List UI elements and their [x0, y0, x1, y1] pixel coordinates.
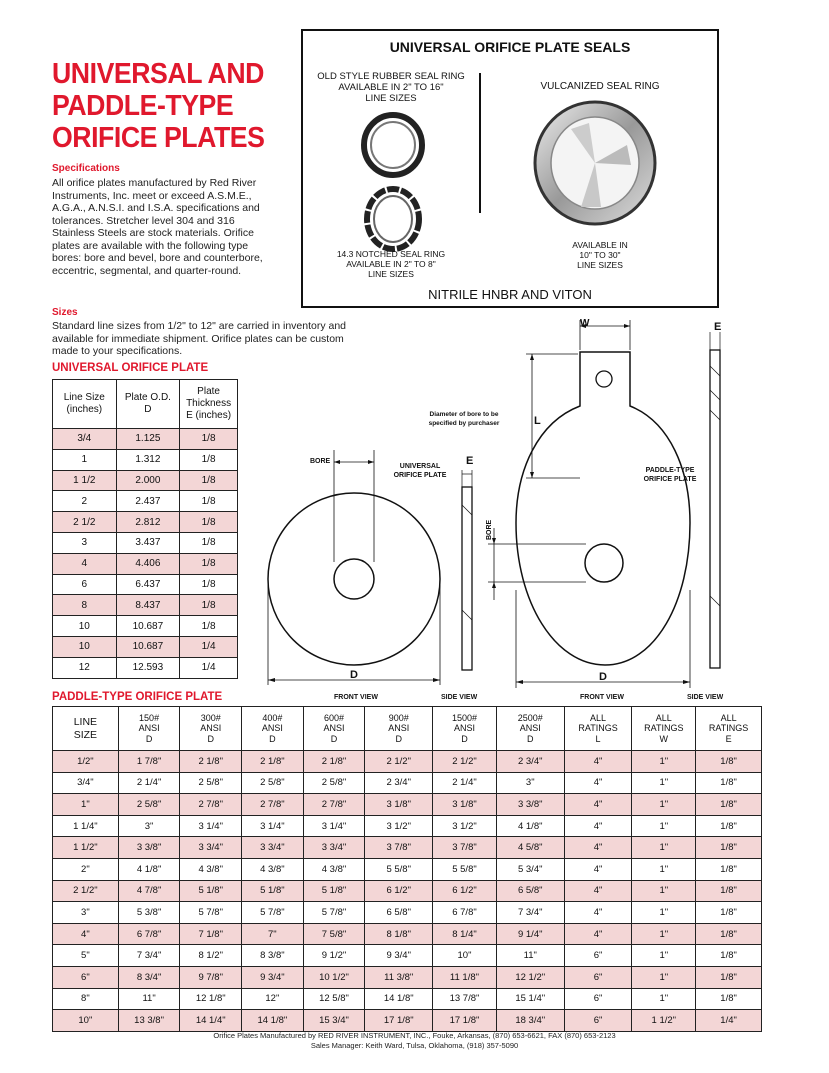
paddle-bore-label: BORE — [486, 519, 493, 540]
table-cell: 1 7/8" — [118, 751, 180, 773]
table-cell: 1" — [632, 751, 696, 773]
table-cell: 2 5/8" — [242, 772, 304, 794]
table-cell: 1/8" — [696, 815, 762, 837]
table-cell: 4 3/8" — [303, 858, 365, 880]
table-cell: 1/8 — [180, 553, 238, 574]
table-cell: 3 1/2" — [433, 815, 497, 837]
table-cell: 14 1/8" — [365, 988, 433, 1010]
table-cell: 6.437 — [116, 574, 180, 595]
table-row — [53, 616, 238, 637]
table-header-cell: 1500# ANSI D — [433, 707, 497, 751]
table-row — [53, 837, 762, 859]
table-cell: 4" — [53, 923, 119, 945]
table-cell: 1/4" — [696, 1010, 762, 1032]
table-cell: 6" — [564, 1010, 632, 1032]
table-cell: 10.687 — [116, 636, 180, 657]
table-cell: 11" — [118, 988, 180, 1010]
bore-note: Diameter of bore to be specified by purchaser — [428, 411, 500, 427]
table-cell: 1" — [632, 880, 696, 902]
table-cell: 7 3/4" — [118, 945, 180, 967]
table-cell: 4.406 — [116, 553, 180, 574]
table-cell: 5 5/8" — [433, 858, 497, 880]
table-cell: 18 3/4" — [496, 1010, 564, 1032]
title-line-1: UNIVERSAL AND — [52, 58, 264, 90]
table-cell: 1/8" — [696, 945, 762, 967]
sizes-text: Standard line sizes from 1/2" to 12" are carried in inventory and available for immediate shipment. Orifice plates can be custom made to your specifications. — [52, 320, 347, 357]
table-cell: 6 7/8" — [433, 902, 497, 924]
table-cell: 1 1/2" — [632, 1010, 696, 1032]
table-header-cell: ALL RATINGS W — [632, 707, 696, 751]
title-line-2: PADDLE-TYPE — [52, 90, 234, 122]
table-cell: 8 3/8" — [242, 945, 304, 967]
table-cell: 1/8" — [696, 902, 762, 924]
table-cell: 3 1/4" — [242, 815, 304, 837]
table-cell: 3/4" — [53, 772, 119, 794]
table-row — [53, 815, 762, 837]
table-cell: 8 1/2" — [180, 945, 242, 967]
table-cell: 1/8 — [180, 595, 238, 616]
table-cell: 2 1/8" — [303, 751, 365, 773]
table-cell: 1" — [632, 858, 696, 880]
seal-materials: NITRILE HNBR AND VITON — [428, 287, 592, 302]
table-cell: 2.812 — [116, 512, 180, 533]
table-cell: 4" — [564, 794, 632, 816]
table-cell: 1" — [632, 902, 696, 924]
paddle-side-view — [710, 350, 720, 668]
table-cell: 1/8" — [696, 966, 762, 988]
table-cell: 1 1/2 — [53, 470, 117, 491]
table-cell: 6" — [53, 966, 119, 988]
table-cell: 12" — [242, 988, 304, 1010]
table-cell: 1/8 — [180, 491, 238, 512]
table-cell: 6 7/8" — [118, 923, 180, 945]
table-cell: 1/4 — [180, 636, 238, 657]
table-cell: 1" — [632, 815, 696, 837]
table-cell: 9 3/4" — [242, 966, 304, 988]
table-cell: 6 1/2" — [365, 880, 433, 902]
table-cell: 15 3/4" — [303, 1010, 365, 1032]
table-cell: 1" — [632, 923, 696, 945]
orifice-plate-diagram — [250, 310, 729, 706]
table-cell: 1" — [632, 794, 696, 816]
table-cell: 10.687 — [116, 616, 180, 637]
table-cell: 5 1/8" — [242, 880, 304, 902]
table-row — [53, 880, 762, 902]
table-cell: 1/2" — [53, 751, 119, 773]
universal-front-view-label: FRONT VIEW — [334, 694, 378, 701]
table-cell: 10 — [53, 636, 117, 657]
table-cell: 4 — [53, 553, 117, 574]
table-cell: 1" — [632, 966, 696, 988]
table-cell: 4" — [564, 923, 632, 945]
table-header-cell: 900# ANSI D — [365, 707, 433, 751]
table-cell: 2 5/8" — [180, 772, 242, 794]
table-cell: 6 — [53, 574, 117, 595]
table-header-cell: LINE SIZE — [53, 707, 119, 751]
table-row — [53, 470, 238, 491]
table-cell: 5 7/8" — [242, 902, 304, 924]
table-cell: 1/4 — [180, 657, 238, 678]
table-cell: 4" — [564, 880, 632, 902]
table-cell: 10 1/2" — [303, 966, 365, 988]
table-cell: 4 7/8" — [118, 880, 180, 902]
table-cell: 1 1/2" — [53, 837, 119, 859]
table-cell: 6" — [564, 988, 632, 1010]
table-row — [53, 532, 238, 553]
table-cell: 3 1/4" — [180, 815, 242, 837]
length-label: L — [534, 415, 541, 427]
table-cell: 4" — [564, 902, 632, 924]
table-cell: 2 5/8" — [118, 794, 180, 816]
paddle-table-header-row — [53, 707, 762, 751]
universal-plate-outline — [268, 493, 440, 665]
table-cell: 7 5/8" — [303, 923, 365, 945]
table-cell: 1.125 — [116, 429, 180, 450]
table-cell: 3" — [496, 772, 564, 794]
table-cell: 5 7/8" — [303, 902, 365, 924]
table-cell: 5 5/8" — [365, 858, 433, 880]
paddle-table-heading: PADDLE-TYPE ORIFICE PLATE — [52, 691, 223, 703]
notched-seal-label: 14.3 NOTCHED SEAL RING AVAILABLE IN 2" TO 8" LINE SIZES — [336, 249, 446, 279]
notched-seal-ring-image — [361, 183, 425, 255]
table-row — [53, 902, 762, 924]
table-cell: 5 3/8" — [118, 902, 180, 924]
page-title — [52, 58, 291, 154]
table-cell: 2 1/2" — [433, 751, 497, 773]
table-cell: 3 3/8" — [118, 837, 180, 859]
table-cell: 1/8 — [180, 512, 238, 533]
table-cell: 8" — [53, 988, 119, 1010]
table-cell: 14 1/8" — [242, 1010, 304, 1032]
table-row — [53, 945, 762, 967]
table-cell: 6 1/2" — [433, 880, 497, 902]
table-cell: 11 1/8" — [433, 966, 497, 988]
universal-thickness-label: E — [466, 455, 474, 467]
table-cell: 8 — [53, 595, 117, 616]
table-cell: 1/8 — [180, 449, 238, 470]
table-cell: 8.437 — [116, 595, 180, 616]
paddle-handle-hole — [596, 371, 612, 387]
table-row — [53, 553, 238, 574]
table-cell: 1" — [632, 772, 696, 794]
table-cell: 4 1/8" — [496, 815, 564, 837]
table-cell: 3 1/8" — [365, 794, 433, 816]
table-cell: 2 1/8" — [180, 751, 242, 773]
table-cell: 4" — [564, 837, 632, 859]
table-cell: 11" — [496, 945, 564, 967]
table-cell: 4" — [564, 858, 632, 880]
table-cell: 1/8 — [180, 574, 238, 595]
table-cell: 2 — [53, 491, 117, 512]
table-cell: 5 7/8" — [180, 902, 242, 924]
table-cell: 1/8" — [696, 794, 762, 816]
table-cell: 10" — [433, 945, 497, 967]
seals-divider — [479, 73, 481, 213]
paddle-side-view-label: SIDE VIEW — [687, 694, 724, 701]
header-line-size: Line Size (inches) — [53, 380, 117, 429]
table-cell: 5" — [53, 945, 119, 967]
paddle-bore-circle — [585, 544, 623, 582]
table-row — [53, 429, 238, 450]
table-cell: 1" — [632, 837, 696, 859]
table-cell: 7" — [242, 923, 304, 945]
table-header-cell: 300# ANSI D — [180, 707, 242, 751]
width-label: W — [580, 318, 590, 329]
table-cell: 1" — [632, 945, 696, 967]
table-cell: 2 1/2" — [365, 751, 433, 773]
table-cell: 6" — [564, 945, 632, 967]
table-cell: 2 7/8" — [242, 794, 304, 816]
paddle-orifice-table — [52, 706, 762, 1032]
table-cell: 9 1/4" — [496, 923, 564, 945]
table-row — [53, 988, 762, 1010]
table-cell: 1/8" — [696, 880, 762, 902]
table-header-cell: 150# ANSI D — [118, 707, 180, 751]
table-cell: 13 7/8" — [433, 988, 497, 1010]
table-cell: 2 1/2" — [53, 880, 119, 902]
table-row — [53, 574, 238, 595]
table-cell: 1/8 — [180, 532, 238, 553]
paddle-diameter-label: D — [599, 671, 607, 683]
specifications-heading: Specifications — [52, 163, 120, 174]
specifications-text: All orifice plates manufactured by Red River Instruments, Inc. meet or exceed A.S.M.E., A.G.A., A.N.S.I. and I.S.A. specifications and tolerances. Stretcher level 304 and 316 Stainless Steels are stock materials. Orifice plates are available with the following type bores: bore and bevel, bore and counterbore, eccentric, segmental, and quarter-round. — [52, 177, 263, 277]
table-header-cell: ALL RATINGS L — [564, 707, 632, 751]
table-cell: 12 5/8" — [303, 988, 365, 1010]
table-cell: 1 1/4" — [53, 815, 119, 837]
table-cell: 1/8 — [180, 616, 238, 637]
table-row — [53, 772, 762, 794]
universal-bore-circle — [334, 559, 374, 599]
table-row — [53, 449, 238, 470]
vulcanized-availability: AVAILABLE IN 10" TO 30" LINE SIZES — [572, 240, 628, 270]
table-cell: 8 3/4" — [118, 966, 180, 988]
table-cell: 12 — [53, 657, 117, 678]
table-cell: 17 1/8" — [365, 1010, 433, 1032]
vulcanized-seal-ring-image — [531, 99, 659, 229]
table-cell: 3" — [53, 902, 119, 924]
table-cell: 2 7/8" — [180, 794, 242, 816]
table-cell: 2 7/8" — [303, 794, 365, 816]
table-cell: 3 1/4" — [303, 815, 365, 837]
universal-side-view — [462, 487, 472, 670]
table-row — [53, 751, 762, 773]
table-cell: 2 1/4" — [433, 772, 497, 794]
table-cell: 1" — [53, 794, 119, 816]
table-cell: 10 — [53, 616, 117, 637]
seals-panel — [301, 29, 719, 308]
table-cell: 2 3/4" — [365, 772, 433, 794]
universal-bore-label: BORE — [310, 458, 331, 465]
universal-plate-label: UNIVERSAL ORIFICE PLATE — [393, 463, 447, 479]
table-cell: 1" — [632, 988, 696, 1010]
footer-manufacturer: Orifice Plates Manufactured by RED RIVER INSTRUMENT, INC., Fouke, Arkansas, (870) 653-6621, FAX (870) 653-2123 — [213, 1031, 616, 1040]
paddle-thickness-label: E — [714, 321, 722, 333]
table-cell: 12 1/8" — [180, 988, 242, 1010]
table-cell: 7 3/4" — [496, 902, 564, 924]
table-cell: 2 1/2 — [53, 512, 117, 533]
table-cell: 1/8" — [696, 923, 762, 945]
table-cell: 2.437 — [116, 491, 180, 512]
universal-table-heading: UNIVERSAL ORIFICE PLATE — [52, 362, 209, 374]
header-plate-thickness: Plate Thickness E (inches) — [180, 380, 238, 429]
table-cell: 17 1/8" — [433, 1010, 497, 1032]
table-cell: 3.437 — [116, 532, 180, 553]
table-cell: 1/8" — [696, 772, 762, 794]
table-cell: 9 1/2" — [303, 945, 365, 967]
table-cell: 2 3/4" — [496, 751, 564, 773]
table-cell: 4" — [564, 751, 632, 773]
table-cell: 11 3/8" — [365, 966, 433, 988]
table-cell: 14 1/4" — [180, 1010, 242, 1032]
universal-diameter-label: D — [350, 669, 358, 681]
table-cell: 9 7/8" — [180, 966, 242, 988]
table-cell: 3 3/4" — [180, 837, 242, 859]
table-row — [53, 966, 762, 988]
universal-side-view-label: SIDE VIEW — [441, 694, 478, 701]
seals-title: UNIVERSAL ORIFICE PLATE SEALS — [389, 39, 631, 55]
table-cell: 13 3/8" — [118, 1010, 180, 1032]
table-cell: 4 3/8" — [242, 858, 304, 880]
table-cell: 4 1/8" — [118, 858, 180, 880]
table-cell: 3 7/8" — [365, 837, 433, 859]
table-cell: 8 1/4" — [433, 923, 497, 945]
table-cell: 3 7/8" — [433, 837, 497, 859]
table-cell: 2 5/8" — [303, 772, 365, 794]
table-cell: 2 1/4" — [118, 772, 180, 794]
table-cell: 15 1/4" — [496, 988, 564, 1010]
old-style-seal-label: OLD STYLE RUBBER SEAL RING AVAILABLE IN 2" TO 16" LINE SIZES — [317, 71, 465, 104]
table-row — [53, 636, 238, 657]
table-cell: 3 3/8" — [496, 794, 564, 816]
table-cell: 4" — [564, 772, 632, 794]
table-cell: 6 5/8" — [496, 880, 564, 902]
table-cell: 5 3/4" — [496, 858, 564, 880]
table-cell: 6 5/8" — [365, 902, 433, 924]
vulcanized-seal-label: VULCANIZED SEAL RING — [540, 81, 660, 92]
table-cell: 1/8" — [696, 858, 762, 880]
table-cell: 1/8" — [696, 751, 762, 773]
table-header-cell: 2500# ANSI D — [496, 707, 564, 751]
table-cell: 3 1/8" — [433, 794, 497, 816]
table-header-cell: 400# ANSI D — [242, 707, 304, 751]
table-cell: 3 — [53, 532, 117, 553]
table-row — [53, 1010, 762, 1032]
table-row — [53, 923, 762, 945]
table-cell: 9 3/4" — [365, 945, 433, 967]
universal-orifice-table — [52, 379, 238, 679]
table-row — [53, 858, 762, 880]
table-cell: 1 — [53, 449, 117, 470]
table-cell: 12 1/2" — [496, 966, 564, 988]
table-cell: 5 1/8" — [303, 880, 365, 902]
footer-sales: Sales Manager: Keith Ward, Tulsa, Oklahoma, (918) 357-5090 — [310, 1041, 519, 1050]
table-cell: 8 1/8" — [365, 923, 433, 945]
table-cell: 2" — [53, 858, 119, 880]
paddle-plate-label: PADDLE-TYPE ORIFICE PLATE — [643, 467, 697, 483]
table-cell: 7 1/8" — [180, 923, 242, 945]
table-row — [53, 491, 238, 512]
table-cell: 3 3/4" — [303, 837, 365, 859]
table-cell: 3 3/4" — [242, 837, 304, 859]
title-line-3: ORIFICE PLATES — [52, 122, 265, 154]
table-cell: 4 3/8" — [180, 858, 242, 880]
table-row — [53, 595, 238, 616]
table-header-cell: 600# ANSI D — [303, 707, 365, 751]
table-cell: 3" — [118, 815, 180, 837]
table-cell: 4 5/8" — [496, 837, 564, 859]
table-cell: 2 1/8" — [242, 751, 304, 773]
sizes-heading: Sizes — [52, 307, 78, 318]
table-cell: 5 1/8" — [180, 880, 242, 902]
table-cell: 3/4 — [53, 429, 117, 450]
table-cell: 3 1/2" — [365, 815, 433, 837]
table-header-cell: ALL RATINGS E — [696, 707, 762, 751]
table-cell: 2.000 — [116, 470, 180, 491]
universal-table-header-row — [53, 380, 238, 429]
table-cell: 12.593 — [116, 657, 180, 678]
table-cell: 1/8" — [696, 988, 762, 1010]
table-row — [53, 657, 238, 678]
paddle-front-view-label: FRONT VIEW — [580, 694, 624, 701]
table-cell: 6" — [564, 966, 632, 988]
table-cell: 4" — [564, 815, 632, 837]
table-row — [53, 512, 238, 533]
table-cell: 10" — [53, 1010, 119, 1032]
table-cell: 1/8" — [696, 837, 762, 859]
table-cell: 1/8 — [180, 470, 238, 491]
header-plate-od: Plate O.D. D — [116, 380, 180, 429]
paddle-plate-outline — [516, 352, 690, 665]
table-cell: 1.312 — [116, 449, 180, 470]
table-row — [53, 794, 762, 816]
table-cell: 1/8 — [180, 429, 238, 450]
